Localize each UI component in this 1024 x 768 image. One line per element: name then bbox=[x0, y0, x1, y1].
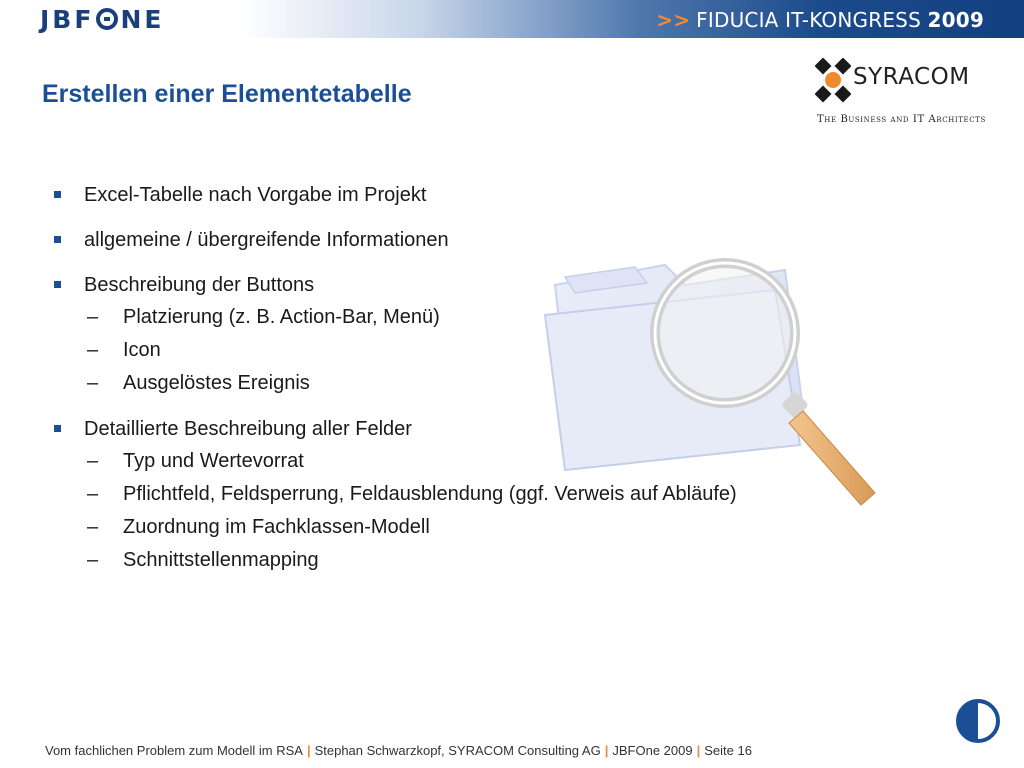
sub-bullet-text: Typ und Wertevorrat bbox=[123, 450, 304, 472]
sub-bullet-marker: – bbox=[87, 450, 99, 472]
footer-page-number: Seite 16 bbox=[704, 743, 752, 758]
header-band bbox=[0, 0, 1024, 38]
footer-separator: | bbox=[306, 743, 311, 758]
footer-event: JBFOne 2009 bbox=[612, 743, 693, 758]
sub-bullet-marker: – bbox=[87, 516, 99, 538]
sub-bullet-text: Ausgelöstes Ereignis bbox=[123, 372, 310, 394]
footer-talk: Vom fachlichen Problem zum Modell im RSA bbox=[45, 743, 303, 758]
syracom-tagline: The Business and IT Architects bbox=[817, 114, 986, 125]
congress-banner bbox=[656, 8, 984, 32]
syracom-logo bbox=[815, 58, 985, 130]
sub-bullet-text: Platzierung (z. B. Action-Bar, Menü) bbox=[123, 306, 440, 328]
sub-bullet-marker: – bbox=[87, 306, 99, 328]
sub-bullet-text: Schnittstellenmapping bbox=[123, 549, 319, 571]
congress-label: FIDUCIA IT-KONGRESS bbox=[696, 8, 921, 32]
jbfone-logo-o-icon bbox=[96, 8, 118, 30]
bullet-text: Excel-Tabelle nach Vorgabe im Projekt bbox=[84, 184, 427, 206]
sub-bullet-marker: – bbox=[87, 483, 99, 505]
list-item bbox=[50, 180, 950, 211]
syracom-mark-icon bbox=[815, 58, 851, 104]
bullet-square-icon bbox=[54, 236, 61, 243]
bullet-text: Beschreibung der Buttons bbox=[84, 274, 315, 296]
footer bbox=[45, 743, 752, 758]
sub-bullet-text: Icon bbox=[123, 339, 161, 361]
syracom-brand: SYRACOM bbox=[853, 64, 970, 90]
sub-bullet-marker: – bbox=[87, 549, 99, 571]
footer-separator: | bbox=[696, 743, 701, 758]
bullet-list bbox=[50, 180, 950, 591]
bullet-text: Detaillierte Beschreibung aller Felder bbox=[84, 418, 412, 440]
congress-year: 2009 bbox=[927, 8, 984, 32]
page-title: Erstellen einer Elementetabelle bbox=[42, 80, 412, 108]
half-circle-icon bbox=[954, 697, 1002, 745]
jbfone-logo: JBF NE bbox=[40, 4, 165, 34]
bullet-square-icon bbox=[54, 425, 61, 432]
sub-bullet-text: Pflichtfeld, Feldsperrung, Feldausblendung (ggf. Verweis auf Abläufe) bbox=[123, 483, 737, 505]
footer-speaker: Stephan Schwarzkopf, SYRACOM Consulting AG bbox=[314, 743, 601, 758]
list-item bbox=[50, 414, 950, 577]
sub-bullet-marker: – bbox=[87, 339, 99, 361]
sub-bullet-text: Zuordnung im Fachklassen-Modell bbox=[123, 516, 430, 538]
bullet-square-icon bbox=[54, 281, 61, 288]
bullet-text: allgemeine / übergreifende Informationen bbox=[84, 229, 449, 251]
footer-separator: | bbox=[604, 743, 609, 758]
sub-bullet-marker: – bbox=[87, 372, 99, 394]
list-item bbox=[50, 270, 950, 400]
congress-arrows: >> bbox=[656, 8, 691, 32]
list-item bbox=[50, 225, 950, 256]
bullet-square-icon bbox=[54, 191, 61, 198]
